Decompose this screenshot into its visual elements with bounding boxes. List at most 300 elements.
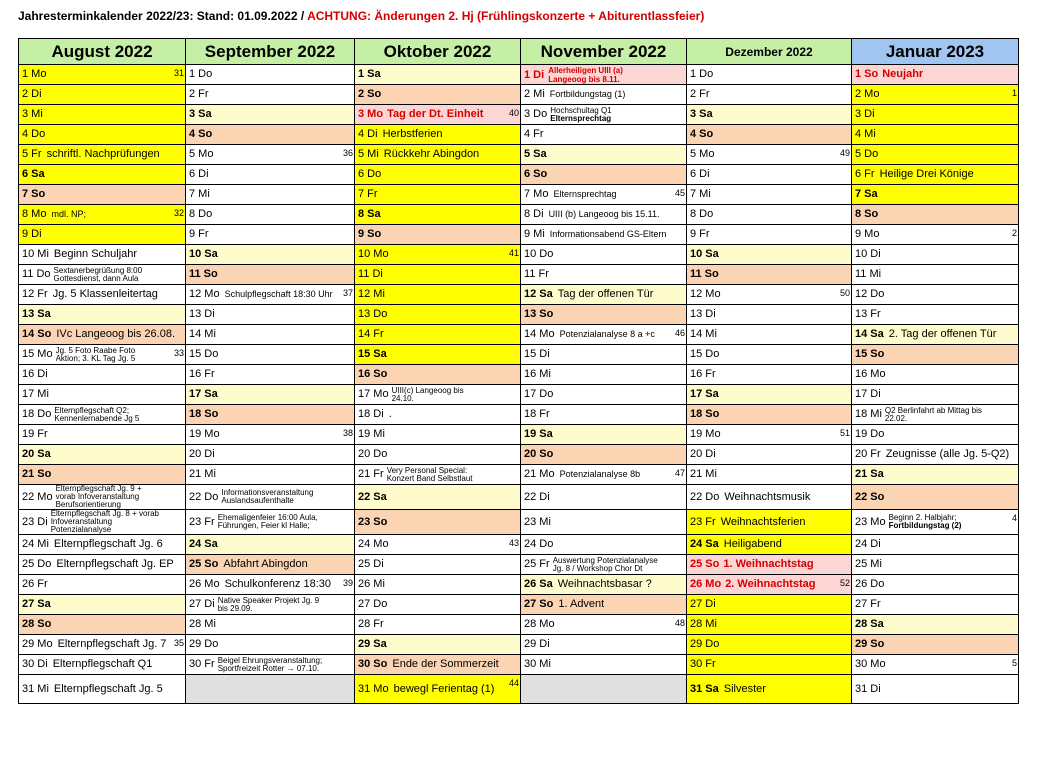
day-cell [521,125,687,145]
day-cell [687,535,852,555]
day-label: 20 Fr [855,448,881,460]
day-label: 30 Mi [524,658,551,670]
day-cell [19,105,186,125]
day-cell [19,185,186,205]
day-cell [355,265,521,285]
calendar-row [19,445,1019,465]
day-label: 11 So [189,268,218,280]
event-text [56,485,185,509]
day-cell [186,485,355,510]
day-cell [355,385,521,405]
event-text: Elternpflegschaft Jg. 6 [53,538,163,550]
day-cell [19,345,186,365]
day-label: 23 Mi [524,515,551,528]
day-cell [355,555,521,575]
day-cell [186,575,355,595]
day-cell [687,365,852,385]
day-label: 1 Do [189,68,213,80]
day-cell [521,345,687,365]
event-text: Elternpflegschaft Jg. EP [56,558,174,570]
event-text: Beginn Schuljahr [53,248,138,260]
calendar-row [19,125,1019,145]
day-label: 25 So [189,558,219,570]
day-label: 9 Mi [524,228,545,240]
day-label: 4 So [189,128,213,140]
day-label: 10 Mi [22,248,49,260]
calendar-row [19,265,1019,285]
event-text: Abfahrt Abingdon [223,558,308,570]
day-cell [19,405,186,425]
day-label: 13 Sa [22,308,51,320]
day-cell [355,145,521,165]
day-cell [186,265,355,285]
day-label: 18 Fr [524,408,550,420]
page-title [18,9,704,23]
day-label: 31 Mo [358,682,389,695]
week-number: 44 [508,678,519,688]
day-label: 17 Sa [690,388,719,400]
day-cell [186,225,355,245]
day-label: 21 So [22,468,52,480]
day-cell [355,285,521,305]
day-label: 21 Mo [524,468,555,480]
day-label: 24 Sa [189,538,218,550]
day-label: 5 Mo [690,148,715,160]
day-label: 12 Mo [189,288,220,300]
day-label: 9 Mo [855,228,880,240]
day-label: 15 So [855,348,885,360]
week-number: 39 [342,578,353,588]
day-label: 10 Di [855,248,881,260]
day-label: 7 Fr [358,188,378,200]
day-cell [852,165,1019,185]
day-label: 9 Fr [189,228,209,240]
day-label: 22 Do [690,490,720,503]
day-cell [521,555,687,575]
day-label: 22 So [855,490,885,503]
day-cell [19,485,186,510]
day-cell [852,265,1019,285]
event-text [550,107,686,123]
day-label: 27 Di [690,598,716,610]
day-label: 26 Fr [22,578,48,590]
day-label: 27 Sa [22,598,51,610]
day-label: 29 Do [189,638,219,650]
day-cell [521,445,687,465]
calendar-row [19,225,1019,245]
day-label: 26 Mo [189,578,220,590]
day-cell [186,345,355,365]
day-label: 20 So [524,448,554,460]
day-label: 19 Sa [524,428,553,440]
event-text: Fortbildungstag (1) [549,89,626,99]
day-cell [19,125,186,145]
day-cell [521,325,687,345]
day-cell [852,510,1019,535]
day-label: 11 Di [358,268,383,280]
day-cell [19,445,186,465]
day-cell [521,365,687,385]
event-text-line: Elternpflegschaft Jg. 8 + vorab [50,510,159,518]
day-cell [355,185,521,205]
day-cell [687,65,852,85]
day-label: 7 Mi [189,188,210,200]
day-cell [687,205,852,225]
event-text: Allerheiligen UIII (a) Langeoog bis 8.11. [548,65,623,84]
event-text: 1. Weihnachtstag [723,558,814,570]
day-label: 13 Do [358,308,388,320]
day-cell [687,655,852,675]
day-cell [687,85,852,105]
day-cell [852,325,1019,345]
day-cell [521,485,687,510]
event-text: Jg. 5 Klassenleitertag [52,288,158,300]
day-cell [19,615,186,635]
week-number: 51 [839,428,850,438]
event-text-line: Sportfreizeit Rotter → 07.10. [217,663,320,673]
day-label: 19 Do [855,428,885,440]
day-cell [852,425,1019,445]
day-label: 17 Mi [22,388,49,400]
week-number: 5 [1011,658,1017,668]
day-label: 28 So [22,618,52,630]
event-text: Weihnachtsmusik [724,490,811,503]
day-cell [186,615,355,635]
day-label: 19 Mo [189,428,220,440]
week-number: 52 [839,578,850,588]
week-number: 2 [1011,228,1017,238]
event-text: Silvester [723,682,766,695]
calendar-row [19,675,1019,704]
day-cell [186,165,355,185]
calendar-row [19,245,1019,265]
day-cell [19,635,186,655]
day-label: 21 Mi [690,468,717,480]
day-cell [355,125,521,145]
event-text: UIII (b) Langeoog bis 15.11. [548,209,660,219]
day-cell [687,185,852,205]
day-label: 31 Di [855,682,881,695]
event-text [54,407,185,423]
day-label: 1 Do [690,68,714,80]
calendar-row [19,365,1019,385]
event-text-line: Informationsveranstaltung [221,489,314,497]
day-cell [521,245,687,265]
day-cell [852,405,1019,425]
day-cell [687,145,852,165]
day-label: 20 Di [189,448,215,460]
day-label: 2 So [358,88,382,100]
day-cell [521,185,687,205]
day-cell [521,285,687,305]
month-header-september: September 2022 [186,39,355,65]
day-label: 8 Sa [358,208,381,220]
calendar-row [19,575,1019,595]
day-label: 4 Mi [855,128,876,140]
week-number: 1 [1011,88,1017,98]
day-label: 14 Mi [690,328,717,340]
day-label: 16 Mi [524,368,551,380]
day-cell [19,85,186,105]
day-label: 26 Mi [358,578,385,590]
day-cell [355,425,521,445]
day-label: 8 So [855,208,879,220]
calendar-row [19,485,1019,510]
day-cell [852,345,1019,365]
day-cell [687,385,852,405]
day-cell [186,245,355,265]
event-text: . [388,408,392,420]
day-cell [186,675,355,704]
day-label: 7 So [22,188,46,200]
day-cell [852,245,1019,265]
day-cell [186,555,355,575]
day-label: 23 So [358,515,388,528]
day-label: 29 Mo [22,638,53,650]
event-text-line: Berufsorientierung [55,500,121,509]
day-cell [355,105,521,125]
day-label: 2 Fr [189,88,209,100]
day-label: 9 Di [22,228,42,240]
month-header-oktober: Oktober 2022 [355,39,521,65]
day-cell [852,445,1019,465]
day-cell [186,385,355,405]
day-label: 11 So [690,268,719,280]
day-cell [521,65,687,85]
day-label: 28 Fr [358,618,384,630]
event-text-line: Auslandsaufenthalte [221,496,294,505]
day-label: 3 Do [524,108,548,120]
calendar-row [19,425,1019,445]
event-text [54,267,185,283]
day-cell [19,385,186,405]
day-label: 20 Di [690,448,716,460]
week-number: 48 [674,618,685,628]
event-text: Zeugnisse (alle Jg. 5-Q2) [885,448,1010,460]
day-label: 28 Mi [189,618,216,630]
day-cell [355,305,521,325]
week-number: 38 [342,428,353,438]
event-text: Tag der Dt. Einheit [387,108,484,120]
day-cell [852,365,1019,385]
day-label: 2 Mo [855,88,880,100]
day-label: 17 Sa [189,388,218,400]
day-label: 29 Sa [358,638,387,650]
day-label: 14 Mi [189,328,216,340]
calendar-row [19,555,1019,575]
week-number: 43 [508,538,519,548]
day-cell [521,615,687,635]
event-text: Weihnachtsbasar ? [557,578,652,590]
day-cell [687,595,852,615]
event-text: Potenzialanalyse 8 a +c [559,329,655,339]
day-cell [186,465,355,485]
day-cell [687,615,852,635]
event-text-line: Elternsprechtag [550,113,612,123]
day-label: 7 Mi [690,188,711,200]
day-cell [186,185,355,205]
event-text-line: Fortbildungstag (2) [888,521,962,530]
day-cell [355,65,521,85]
day-label: 25 Di [358,558,384,570]
event-text-line: bis 29.09. [217,603,253,613]
day-cell [852,595,1019,615]
day-label: 4 So [690,128,714,140]
day-label: 3 Sa [189,108,212,120]
day-label: 22 Do [189,490,219,503]
day-label: 6 Do [358,168,382,180]
day-cell [687,125,852,145]
day-label: 23 Di [22,515,48,528]
day-label: 6 Di [189,168,209,180]
day-cell [186,85,355,105]
day-cell [687,635,852,655]
day-label: 23 Fr [189,515,215,528]
day-label: 14 Mo [524,328,555,340]
day-label: 5 Fr [22,148,42,160]
day-label: 6 Sa [22,168,45,180]
event-text-line: Potenzialanalyse [50,525,112,534]
day-cell [687,555,852,575]
event-text [387,467,520,483]
week-number: 37 [342,288,353,298]
day-cell [355,575,521,595]
day-label: 1 Mo [22,68,47,80]
day-cell [19,535,186,555]
day-label: 2 Fr [690,88,710,100]
event-text-line: Kennenlernabende Jg 5 [54,413,140,423]
day-label: 28 Mo [524,618,555,630]
day-label: 28 Sa [855,618,884,630]
month-header-dezember: Dezember 2022 [687,39,852,65]
day-cell [19,555,186,575]
event-text-line: Elternpflegschaft Q2; [54,406,130,415]
day-cell [19,225,186,245]
event-text-line: Very Personal Special: [386,466,468,475]
day-cell [19,145,186,165]
day-label: 24 Mo [358,538,389,550]
day-label: 9 So [358,228,382,240]
event-text [221,489,354,505]
week-number: 31 [173,68,184,78]
calendar-row [19,85,1019,105]
day-label: 6 Fr [855,168,875,180]
day-cell [687,325,852,345]
day-label: 17 Di [855,388,881,400]
calendar-row [19,285,1019,305]
day-label: 23 Fr [690,515,716,528]
day-label: 13 Di [690,308,716,320]
event-text [218,597,354,613]
day-label: 22 Mo [22,490,53,503]
day-label: 30 Fr [189,658,215,670]
day-cell [852,535,1019,555]
day-cell [19,595,186,615]
day-cell [19,575,186,595]
day-cell [19,655,186,675]
week-number: 33 [173,348,184,358]
day-label: 27 Do [358,598,388,610]
event-text-line: 22.02. [884,413,908,423]
month-header-row [19,39,1019,65]
event-text: 1. Advent [558,598,605,610]
day-label: 18 Di [358,408,384,420]
event-text-line: Aktion; 3. KL Tag Jg. 5 [55,353,136,363]
day-label: 24 Do [524,538,554,550]
day-cell [852,555,1019,575]
event-text-line: Native Speaker Projekt Jg. 9 [217,596,320,605]
day-cell [521,595,687,615]
event-text [392,387,520,403]
day-label: 30 So [358,658,388,670]
day-label: 5 Sa [524,148,547,160]
day-label: 24 Mi [22,538,49,550]
day-cell [19,675,186,704]
calendar-row [19,465,1019,485]
day-cell [186,595,355,615]
day-label: 5 Do [855,148,879,160]
day-label: 11 Mi [855,268,882,280]
day-cell [687,165,852,185]
day-label: 7 Sa [855,188,878,200]
day-label: 8 Do [189,208,213,220]
day-label: 8 Di [524,208,544,220]
day-cell [355,225,521,245]
day-label: 8 Do [690,208,714,220]
event-text: Heilige Drei Könige [879,168,974,180]
day-cell [186,635,355,655]
day-label: 20 Sa [22,448,51,460]
week-number: 4 [1011,513,1017,523]
day-label: 16 Mo [855,368,886,380]
day-label: 30 Di [22,658,48,670]
day-cell [521,205,687,225]
day-label: 19 Mi [358,428,385,440]
day-cell [355,165,521,185]
day-label: 14 Sa [855,328,884,340]
day-label: 20 Do [358,448,388,460]
event-text: Tag der offenen Tür [557,288,654,300]
event-text-line: Sextanerbegrüßung 8:00 [53,266,143,275]
day-label: 19 Fr [22,428,48,440]
event-text-line: Hochschultag Q1 [550,106,612,115]
day-cell [521,575,687,595]
calendar-row [19,510,1019,535]
event-text: Elternsprechtag [553,189,617,199]
day-cell [687,485,852,510]
day-cell [852,65,1019,85]
calendar-row [19,655,1019,675]
calendar-table [18,38,1019,704]
calendar-row [19,595,1019,615]
calendar-row [19,615,1019,635]
event-text-line: Jg. 8 / Workshop Chor Dt [552,563,643,573]
event-text: Herbstferien [382,128,443,140]
month-header-januar: Januar 2023 [852,39,1019,65]
day-cell [687,425,852,445]
day-cell [687,575,852,595]
day-label: 12 Mo [690,288,721,300]
day-cell [355,485,521,510]
calendar-row [19,405,1019,425]
week-number: 40 [508,108,519,118]
day-cell [186,445,355,465]
day-cell [687,675,852,704]
day-cell [355,365,521,385]
day-cell [521,405,687,425]
day-cell [852,205,1019,225]
day-label: 5 Mi [358,148,379,160]
